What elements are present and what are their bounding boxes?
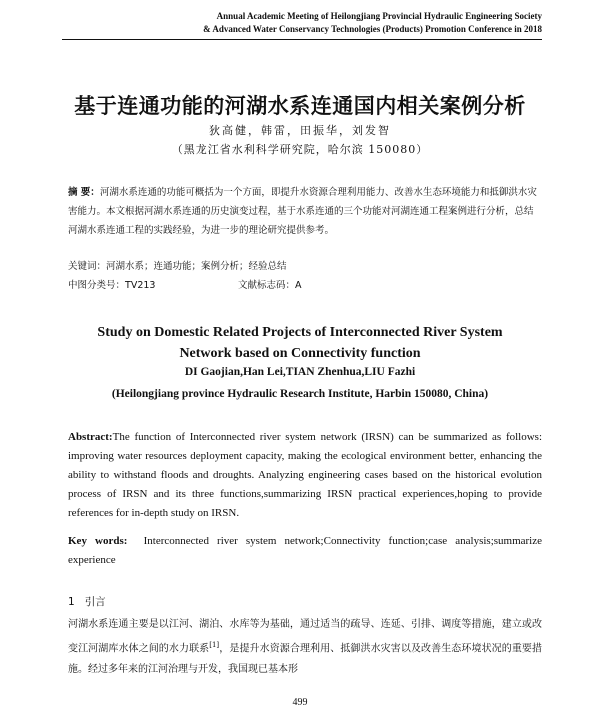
keywords-cn	[68, 257, 548, 276]
affiliation-en: (Heilongjiang province Hydraulic Research Institute, Harbin 150080, China)	[111, 388, 489, 400]
title-cn: 基于连通功能的河湖水系连通国内相关案例分析	[74, 94, 526, 118]
title-en	[0, 322, 600, 364]
title-en-line-1: Study on Domestic Related Projects of Interconnected River System	[97, 325, 503, 340]
keywords-cn-label: 关键词：	[68, 261, 107, 272]
affiliation-cn: （黑龙江省水利科学研究院，哈尔滨 150080）	[171, 143, 429, 156]
section-number: 1	[68, 596, 75, 608]
clc-code	[68, 276, 238, 295]
keywords-en-text: Interconnected river system network;Connectivity function;case analysis;summarize experience	[68, 535, 543, 566]
section-title: 引言	[84, 596, 106, 608]
header-rule	[62, 39, 542, 40]
authors-en: DI Gaojian,Han Lei,TIAN Zhenhua,LIU Fazhi	[184, 366, 416, 378]
keywords-cn-text: 河湖水系；连通功能；案例分析；经验总结	[106, 261, 287, 272]
doc-label: 文献标志码：	[238, 280, 296, 291]
abstract-en-text: The function of Interconnected river system network (IRSN) can be summarized as follows: improving water resources deployment capacity, making the ecological environment better, enhancing the ability to withstand floods and droughts. Analyzing engineering cases based on the historical evolution process of IRSN and its three functions,summarizing IRSN practical experiences,hoping to provide references for in-depth study on IRSN.	[68, 431, 542, 519]
abstract-cn-label: 摘 要：	[68, 187, 100, 198]
abstract-en-label: Abstract:	[68, 431, 113, 443]
keywords-en	[68, 532, 542, 570]
body-text-part-1: 河湖水系连通主要是以江河、湖泊、水库等为基础，通过适当的疏导、连延、引排、调度等措施，建立或改变江河湖库水体之间的水力联系	[68, 619, 542, 655]
doc-code	[238, 276, 302, 295]
page-number: 499	[292, 697, 308, 708]
header-line-2: & Advanced Water Conservancy Technologies (Products) Promotion Conference in 2018	[203, 24, 542, 34]
abstract-en	[68, 428, 542, 523]
body-text-part-2: ，是提升水资源合理利用、抵御洪水灾害以及改善生态环境状况的重要措施。经过多年来的江河治理与开发，我国现已基本形	[68, 643, 543, 676]
clc-label: 中图分类号：	[68, 280, 126, 291]
header-line-1: Annual Academic Meeting of Heilongjiang Provincial Hydraulic Engineering Society	[216, 11, 542, 21]
authors-cn: 狄高健，韩雷，田振华，刘发智	[209, 124, 391, 137]
citation-ref: [1]	[209, 641, 220, 649]
keywords-en-label: Key words:	[68, 535, 128, 547]
clc-value: TV213	[125, 280, 156, 291]
abstract-cn-text: 河湖水系连通的功能可概括为一个方面，即提升水资源合理利用能力、改善水生态环境能力和抵御洪水灾害能力。本文根据河湖水系连通的历史演变过程，基于水系连通的三个功能对河湖连通工程案例进行分析，总结河湖水系连通工程的实践经验，为进一步的理论研究提供参考。	[68, 187, 537, 236]
abstract-cn	[68, 183, 542, 240]
cn-meta	[68, 257, 548, 295]
classification-row	[68, 276, 548, 295]
doc-value: A	[295, 280, 302, 291]
title-en-line-2: Network based on Connectivity function	[179, 346, 421, 361]
running-header	[203, 10, 542, 36]
section-heading	[68, 594, 106, 609]
body-paragraph	[68, 614, 542, 680]
